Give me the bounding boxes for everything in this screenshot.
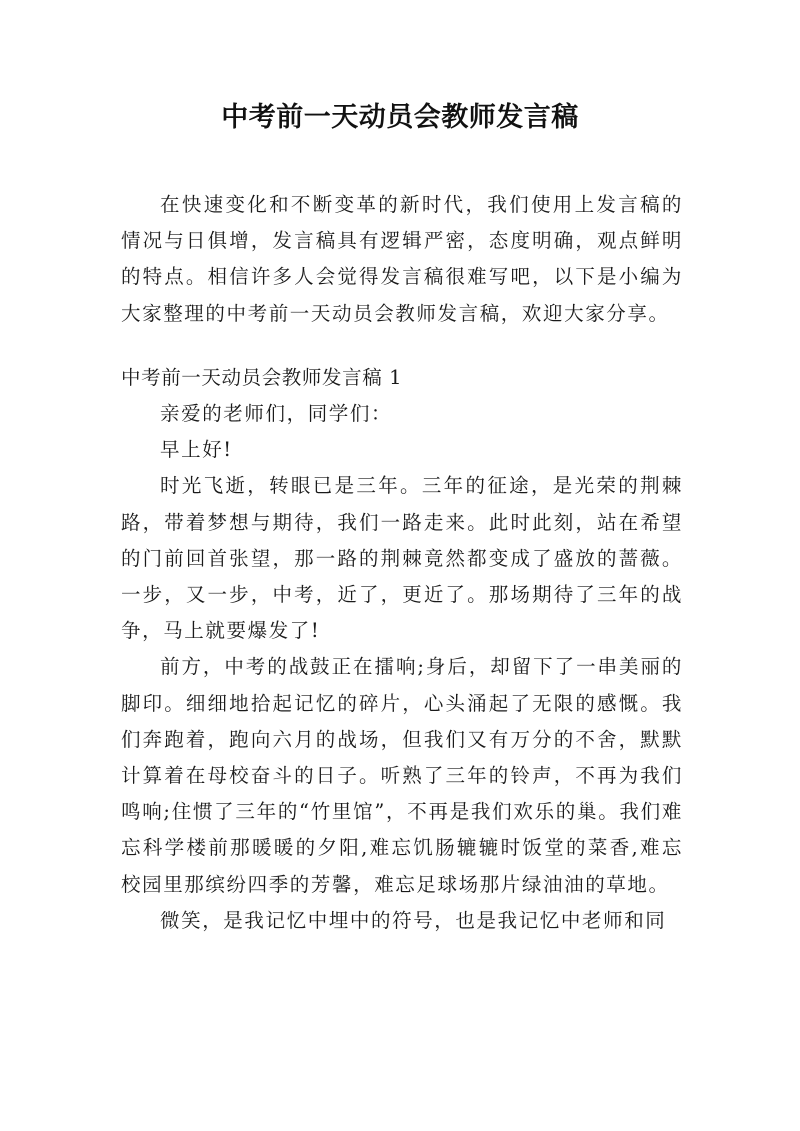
body-paragraph: 前方，中考的战鼓正在擂响;身后，却留下了一串美丽的脚印。细细地拾起记忆的碎片，心头涌起了无限的感慨。我们奔跑着，跑向六月的战场，但我们又有万分的不舍，默默计算着在母校奋斗的日子。听熟了三年的铃声，不再为我们鸣响;住惯了三年的“竹里馆”，不再是我们欢乐的巢。我们难忘科学楼前那暖暖的夕阳,难忘饥肠辘辘时饭堂的菜香,难忘校园里那缤纷四季的芳馨，难忘足球场那片绿油油的草地。 (121, 655, 683, 896)
section-heading: 中考前一天动员会教师发言稿 1 (121, 365, 403, 389)
body-paragraph: 时光飞逝，转眼已是三年。三年的征途，是光荣的荆棘路，带着梦想与期待，我们一路走来。此时此刻，站在希望的门前回首张望，那一路的荆棘竟然都变成了盛放的蔷薇。一步，又一步，中考，近了，更近了。那场期待了三年的战争，马上就要爆发了! (121, 474, 683, 643)
document-body (121, 187, 683, 939)
salutation-paragraph: 亲爱的老师们，同学们： (160, 402, 393, 426)
document-title: 中考前一天动员会教师发言稿 (221, 102, 579, 133)
intro-paragraph: 在快速变化和不断变革的新时代，我们使用上发言稿的情况与日俱增，发言稿具有逻辑严密，态度明确，观点鲜明的特点。相信许多人会觉得发言稿很难写吧，以下是小编为大家整理的中考前一天动员会教师发言稿，欢迎大家分享。 (121, 193, 683, 325)
body-paragraph: 微笑，是我记忆中埋中的符号，也是我记忆中老师和同 (160, 908, 667, 932)
greeting-paragraph: 早上好! (160, 438, 233, 462)
